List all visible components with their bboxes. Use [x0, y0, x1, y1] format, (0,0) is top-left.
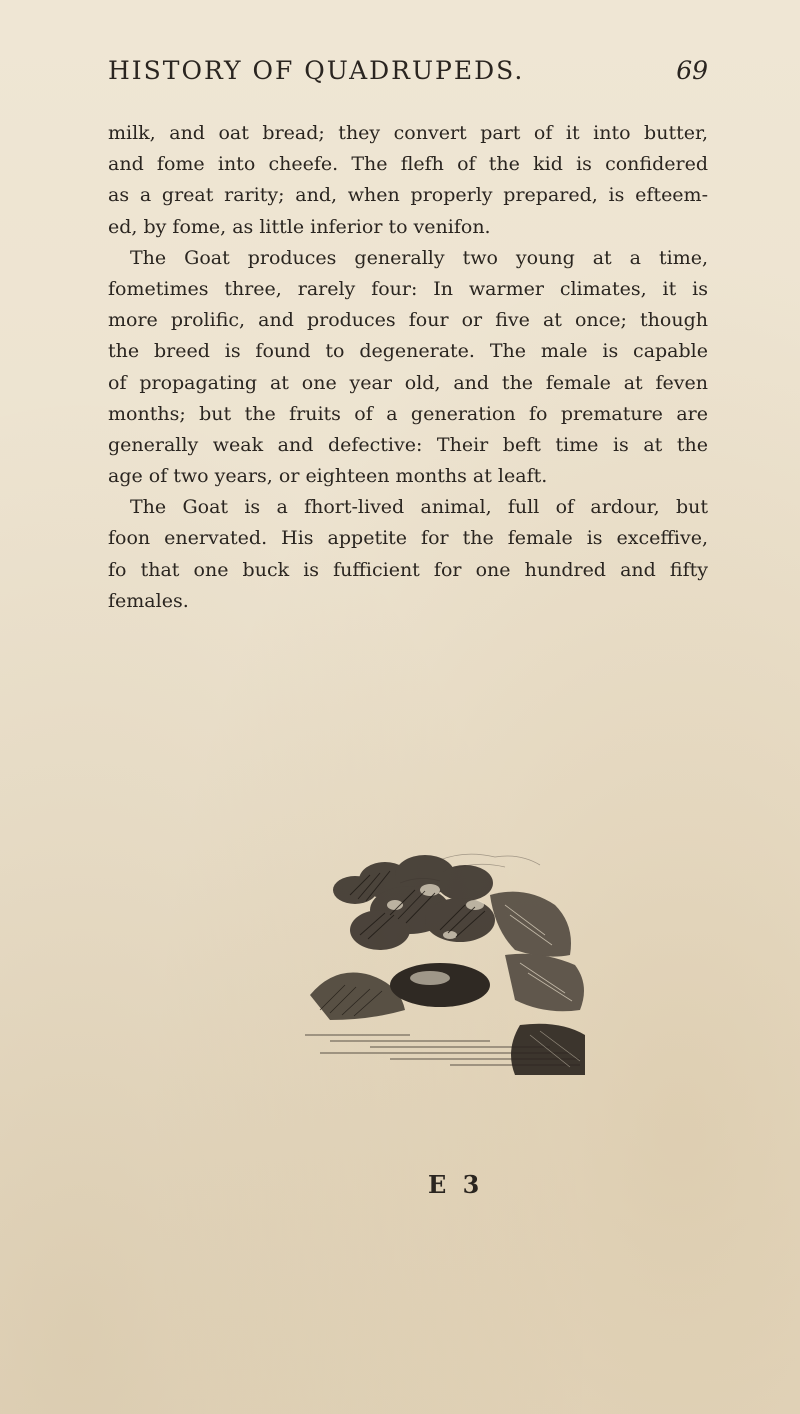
- body-text: [108, 118, 708, 617]
- text-line: ed, by fome, as little inferior to venifon.: [108, 215, 491, 238]
- text-line: age of two years, or eighteen months at leaft.: [108, 465, 548, 488]
- engraved-landscape-vignette: [290, 835, 610, 1080]
- running-head: [108, 56, 708, 96]
- text-line: and fome into cheefe. The flefh of the kid is confidered: [108, 153, 708, 176]
- page-number: 69: [676, 56, 708, 85]
- running-title: HISTORY OF QUADRUPEDS.: [108, 56, 525, 85]
- text-line: the breed is found to degenerate. The male is capable: [108, 340, 708, 363]
- text-line: of propagating at one year old, and the female at feven: [108, 371, 708, 394]
- text-line: fo that one buck is fufficient for one hundred and fifty: [108, 558, 708, 581]
- text-line: generally weak and defective: Their beft time is at the: [108, 433, 708, 456]
- text-line: months; but the fruits of a generation fo premature are: [108, 402, 708, 425]
- text-line: The Goat produces generally two young at a time,: [130, 246, 708, 269]
- signature-mark: E 3: [428, 1170, 484, 1199]
- text-line: The Goat is a fhort-lived animal, full of ardour, but: [130, 496, 708, 519]
- text-line: females.: [108, 589, 189, 612]
- text-line: as a great rarity; and, when properly prepared, is efteem-: [108, 184, 708, 207]
- text-line: milk, and oat bread; they convert part of it into butter,: [108, 122, 708, 144]
- text-line: foon enervated. His appetite for the female is exceffive,: [108, 527, 708, 550]
- text-line: more prolific, and produces four or five at once; though: [108, 309, 708, 332]
- text-line: fometimes three, rarely four: In warmer climates, it is: [108, 277, 708, 300]
